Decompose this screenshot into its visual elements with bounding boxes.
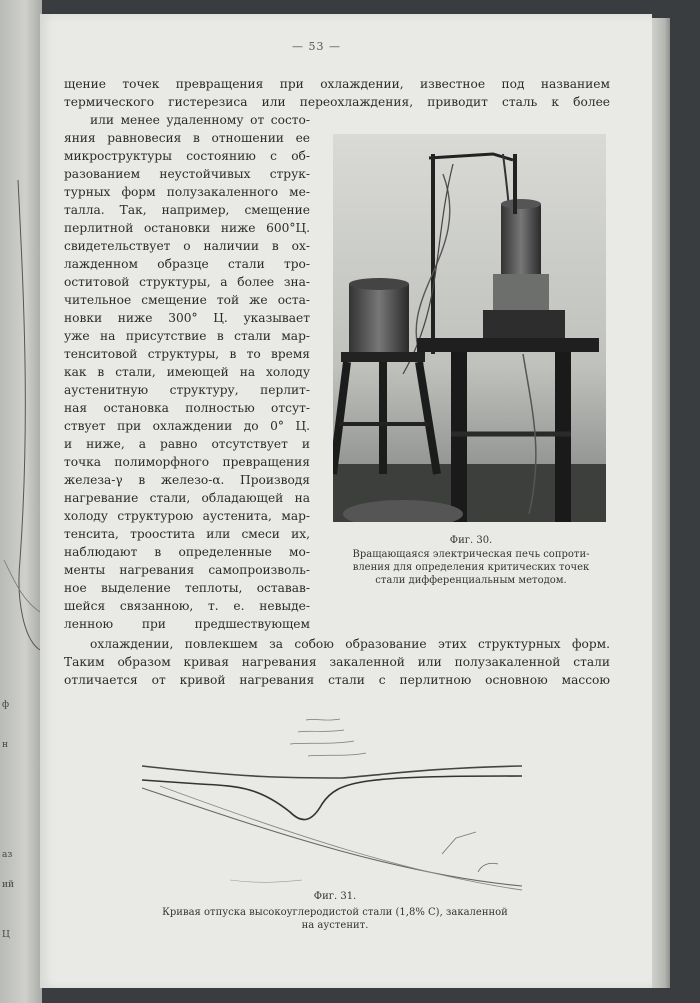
text-line: ная остановка полностью отсут- (64, 401, 310, 415)
figure-30-caption-line: вления для определения критических точек (352, 562, 590, 573)
figure-30-caption-line: Вращающаяся электрическая печь сопроти- (352, 549, 590, 560)
left-page-edge (0, 0, 42, 1003)
left-page-fragment: н (2, 740, 8, 750)
figure-31-number: Фиг. 31. (313, 891, 357, 902)
furnace-apparatus-image (333, 134, 606, 522)
figure-30-number: Фиг. 30. (449, 535, 493, 546)
text-line: ное выделение теплоты, оставав- (64, 581, 310, 595)
text-line: оститовой структуры, а более зна- (64, 275, 310, 289)
text-line: тенсита, троостита или смеси их, (64, 527, 310, 541)
text-line: охлаждении, повлекшем за собою образование этих структурных форм. (90, 637, 610, 651)
text-line: железа-γ в железо-α. Производя (64, 473, 310, 487)
left-page-fragment: ф (2, 700, 10, 710)
figure-31-caption-line: Кривая отпуска высокоуглеродистой стали (1,8% С), закаленной (162, 907, 508, 918)
text-line: Таким образом кривая нагревания закаленной или полузакаленной стали (64, 655, 610, 669)
left-page-fragment: Ц (2, 930, 10, 940)
text-line: как в стали, имеющей на холоду (64, 365, 310, 379)
text-line: термического гистерезиса или переохлаждения, приводит сталь к более (64, 95, 610, 109)
text-line: ствует при охлаждении до 0° Ц. (64, 419, 310, 433)
text-line: и ниже, а равно отсутствует и (64, 437, 310, 451)
text-line: щение точек превращения при охлаждении, известное под названием (64, 77, 610, 91)
text-line: микроструктуры состоянию с об- (64, 149, 310, 163)
text-line: свидетельствует о наличии в ох- (64, 239, 310, 253)
text-line: талла. Так, например, смещение (64, 203, 310, 217)
text-line: тенситовой структуры, в то время (64, 347, 310, 361)
text-line: точка полиморфного превращения (64, 455, 310, 469)
text-line: отличается от кривой нагревания стали с перлитною основною массою (64, 673, 610, 687)
text-line: новки ниже 300° Ц. указывает (64, 311, 310, 325)
handwritten-note-drawing (290, 719, 366, 756)
text-line: чительное смещение той же оста- (64, 293, 310, 307)
text-line: наблюдают в определенные мо- (64, 545, 310, 559)
text-line: уже на присутствие в стали мар- (64, 329, 310, 343)
figure-31-tempering-curve-diagram (130, 704, 540, 904)
text-line: нагревание стали, обладающей на (64, 491, 310, 505)
text-line: яния равновесия в отношении ее (64, 131, 310, 145)
text-line: холоду структурою аустенита, мар- (64, 509, 310, 523)
text-line: разованием неустойчивых струк- (64, 167, 310, 181)
left-page-curve-drawing (0, 0, 42, 700)
text-line: аустенитную структуру, перлит- (64, 383, 310, 397)
text-line: турных форм полузакаленного ме- (64, 185, 310, 199)
page-stack-edge (652, 18, 670, 988)
text-line: менты нагревания самопроизволь- (64, 563, 310, 577)
figure-30-photograph (333, 134, 606, 522)
book-page (40, 14, 652, 988)
left-page-fragment: ий (2, 880, 14, 890)
page-number: — 53 — (292, 40, 341, 53)
text-line: лажденном образце стали тро- (64, 257, 310, 271)
figure-31-caption-line: на аустенит. (301, 920, 369, 931)
text-line: или менее удаленному от состо- (90, 113, 310, 127)
text-line: перлитной остановки ниже 600°Ц. (64, 221, 310, 235)
text-line: шейся связанною, т. е. невыде- (64, 599, 310, 613)
left-page-fragment: аз (2, 850, 13, 860)
text-line: ленною при предшествующем (64, 617, 310, 631)
figure-30-caption-line: стали дифференциальным методом. (375, 575, 567, 586)
